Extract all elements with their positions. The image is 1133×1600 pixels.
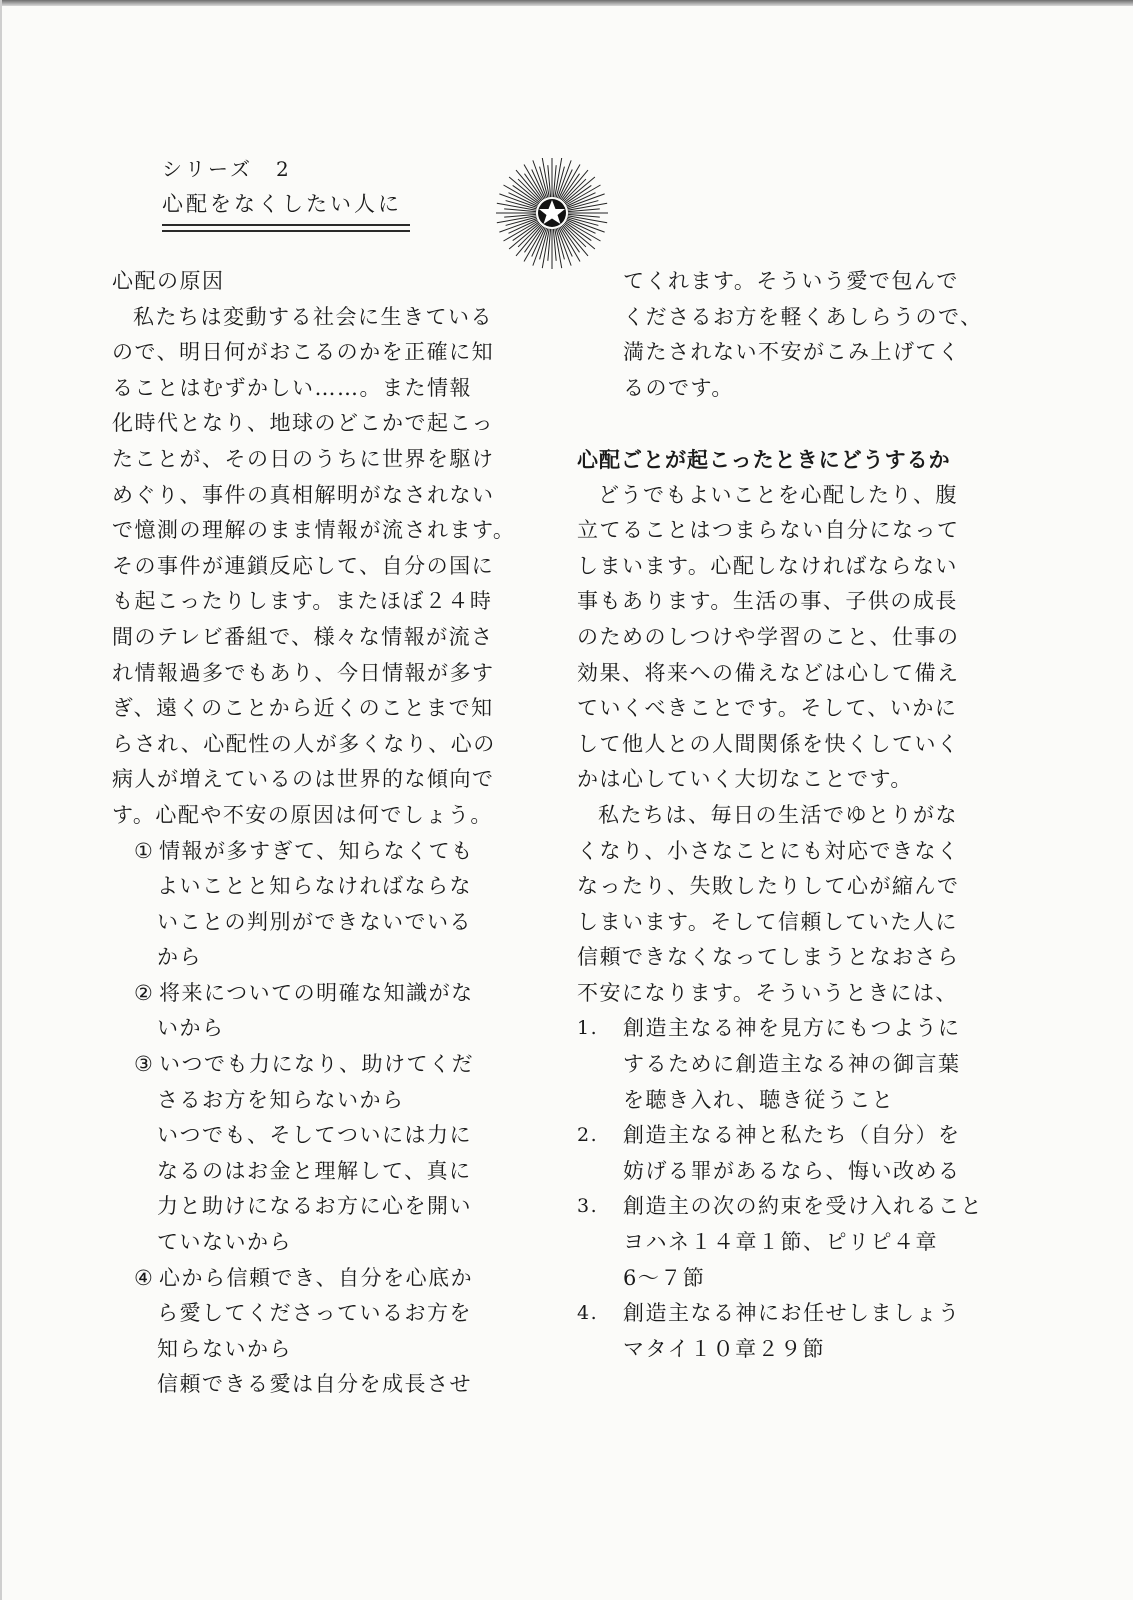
item-number: 2. bbox=[577, 1124, 599, 1147]
paragraph-line: 事もあります。生活の事、子供の成長 bbox=[577, 589, 958, 614]
paragraph-line: てくれます。そういう愛で包んで bbox=[623, 269, 959, 293]
paragraph-line: して他人との人間関係を快くしていく bbox=[577, 731, 960, 756]
section-heading-response: 心配ごとが起こったときにどうするか bbox=[577, 446, 951, 472]
paragraph-line: 信頼できなくなってしまうとなおさら bbox=[577, 945, 960, 970]
item-text-continued: するために創造主なる神の御言葉 bbox=[623, 1052, 961, 1077]
paragraph-line: しまいます。心配しなければならない bbox=[577, 553, 958, 578]
item-text-continued: マタイ１０章２９節 bbox=[623, 1336, 826, 1361]
list-item bbox=[112, 834, 542, 870]
starburst-icon bbox=[492, 158, 612, 278]
item-text-continued: なるのはお金と理解して、真に bbox=[157, 1158, 472, 1183]
paragraph-line: ていくべきことです。そして、いかに bbox=[577, 696, 958, 721]
item-text-continued: から bbox=[157, 945, 202, 970]
paragraph-line: かは心していく大切なことです。 bbox=[577, 767, 913, 792]
item-text: 創造主の次の約束を受け入れること bbox=[623, 1194, 983, 1219]
item-text-continued: 力と助けになるお方に心を開い bbox=[157, 1194, 472, 1219]
paragraph-line: も起こったりします。またほぼ２４時 bbox=[112, 589, 493, 614]
left-column bbox=[112, 264, 542, 1403]
paragraph-line: くださるお方を軽くあしらうので、 bbox=[623, 304, 983, 329]
item-text: 将来についての明確な知識がな bbox=[159, 980, 474, 1005]
paragraph-line: 化時代となり、地球のどこかで起こっ bbox=[112, 411, 495, 436]
paragraph-line: たことが、その日のうちに世界を駆け bbox=[112, 446, 495, 471]
item-number: 1. bbox=[577, 1017, 599, 1040]
paragraph-line: 私たちは変動する社会に生きている bbox=[133, 304, 493, 329]
item-text-continued: いから bbox=[157, 1016, 225, 1041]
paragraph-line: 不安になります。そういうときには、 bbox=[577, 980, 958, 1005]
item-number: ① bbox=[134, 838, 155, 863]
response-paragraph-2 bbox=[577, 798, 1007, 1012]
paragraph-line: す。心配や不安の原因は何でしょう。 bbox=[112, 802, 493, 827]
item-text-continued: さるお方を知らないから bbox=[157, 1087, 405, 1112]
list-item bbox=[112, 1261, 542, 1297]
paragraph-line: くなり、小さなことにも対応できなく bbox=[577, 838, 960, 863]
scan-top-edge bbox=[2, 0, 1133, 6]
list-item bbox=[112, 976, 542, 1012]
article-header bbox=[162, 152, 422, 232]
item-text: いつでも力になり、助けてくだ bbox=[159, 1052, 474, 1077]
paragraph-line: のためのしつけや学習のこと、仕事の bbox=[577, 624, 960, 649]
item-text-continued: 妨げる罪があるなら、悔い改める bbox=[623, 1158, 961, 1183]
title-underline bbox=[162, 224, 410, 232]
section-heading-causes: 心配の原因 bbox=[112, 269, 225, 293]
item-text-continued: いつでも、そしてついには力に bbox=[157, 1123, 472, 1148]
item-number: ③ bbox=[134, 1052, 155, 1077]
paragraph-line: なったり、失敗したりして心が縮んで bbox=[577, 874, 960, 899]
item-text: 心から信頼でき、自分を心底か bbox=[159, 1265, 474, 1290]
item-text-continued: いことの判別ができないでいる bbox=[157, 909, 472, 934]
paragraph-line: めぐり、事件の真相解明がなされない bbox=[112, 482, 495, 507]
article-title: 心配をなくしたい人に bbox=[162, 192, 402, 216]
item-text-continued: ヨハネ１４章１節、ピリピ４章 bbox=[623, 1230, 938, 1255]
paragraph-line: れ情報過多でもあり、今日情報が多す bbox=[112, 660, 495, 685]
paragraph-line: ので、明日何がおこるのかを正確に知 bbox=[112, 340, 495, 365]
paragraph-line: どうでもよいことを心配したり、腹 bbox=[598, 482, 958, 507]
response-list bbox=[577, 1011, 1007, 1367]
list-item bbox=[577, 1011, 1007, 1047]
item-text-continued: 信頼できる愛は自分を成長させ bbox=[157, 1372, 472, 1397]
list-item bbox=[112, 1047, 542, 1083]
paragraph-line: 効果、将来への備えなどは心して備え bbox=[577, 660, 960, 685]
item-number: 4. bbox=[577, 1302, 599, 1325]
paragraph-line: しまいます。そして信頼していた人に bbox=[577, 909, 958, 934]
continued-paragraph bbox=[577, 264, 1007, 406]
paragraph-line: その事件が連鎖反応して、自分の国に bbox=[112, 553, 495, 578]
right-column bbox=[577, 264, 1007, 1367]
item-number: ② bbox=[134, 980, 155, 1005]
item-text-continued: 知らないから bbox=[157, 1336, 292, 1361]
item-text-continued: よいことと知らなければならな bbox=[157, 874, 472, 899]
paragraph-line: で憶測の理解のまま情報が流されます。 bbox=[112, 518, 516, 543]
paragraph-line: 間のテレビ番組で、様々な情報が流さ bbox=[112, 624, 494, 649]
paragraph-line: ぎ、遠くのことから近くのことまで知 bbox=[112, 696, 494, 721]
item-text-continued: を聴き入れ、聴き従うこと bbox=[623, 1087, 895, 1112]
paragraph-line: 満たされない不安がこみ上げてく bbox=[623, 340, 961, 365]
list-item bbox=[577, 1296, 1007, 1332]
item-text: 創造主なる神と私たち（自分）を bbox=[623, 1123, 961, 1148]
paragraph-line: らされ、心配性の人が多くなり、心の bbox=[112, 731, 496, 756]
paragraph-line: るのです。 bbox=[623, 375, 734, 400]
item-text-continued: 6〜７節 bbox=[623, 1265, 706, 1290]
list-item bbox=[577, 1118, 1007, 1154]
series-label: シリーズ 2 bbox=[162, 157, 292, 181]
list-item bbox=[577, 1189, 1007, 1225]
response-paragraph-1 bbox=[577, 478, 1007, 798]
causes-paragraph bbox=[112, 300, 542, 834]
spacer bbox=[577, 406, 1007, 442]
causes-list bbox=[112, 834, 542, 1404]
paragraph-line: 病人が増えているのは世界的な傾向で bbox=[112, 767, 495, 792]
paragraph-line: 立てることはつまらない自分になって bbox=[577, 518, 960, 543]
paragraph-line: ることはむずかしい……。また情報 bbox=[112, 375, 472, 400]
item-text-continued: ら愛してくださっているお方を bbox=[157, 1301, 472, 1326]
item-text: 情報が多すぎて、知らなくても bbox=[159, 838, 474, 863]
item-text: 創造主なる神にお任せしましょう bbox=[623, 1301, 961, 1326]
paragraph-line: 私たちは、毎日の生活でゆとりがな bbox=[598, 802, 958, 827]
item-text-continued: ていないから bbox=[157, 1230, 292, 1255]
item-number: 3. bbox=[577, 1195, 599, 1218]
item-number: ④ bbox=[134, 1265, 155, 1290]
item-text: 創造主なる神を見方にもつように bbox=[623, 1016, 961, 1041]
